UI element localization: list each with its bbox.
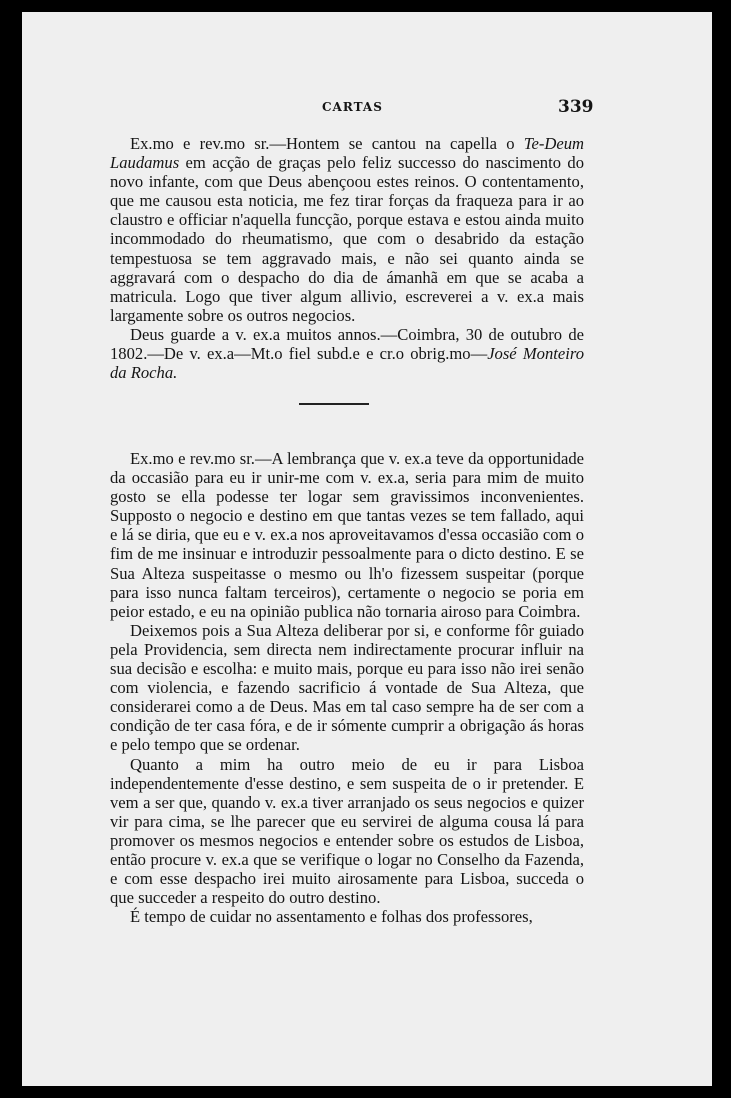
letter-two-paragraph: Quanto a mim ha outro meio de eu ir para Lisboa independentemente d'esse destino, e sem suspeita de o ir pretender. E vem a ser que, quando v. ex.a tiver arranjado os seus negocios e quizer vir para cima, se lhe parecer que eu servirei de alguma cousa lá para promover os mesmos negocios e entender sobre os estudos de Lisboa, então procure v. ex.a que se verifique o logar no Conselho da Fazenda, e com esse despacho irei muito airosamente para Lisboa, succeda o que succeder a respeito do outro destino. xyxy=(110,754,584,908)
letter-two xyxy=(110,449,584,926)
letter-two-paragraph: Ex.mo e rev.mo sr.—A lembrança que v. ex.a teve da opportunidade da occasião para eu ir unir-me com v. ex.a, seria para mim de muito gosto se ella podesse ter logar sem gravissimos inconvenientes. Supposto o negocio e destino em que tantas vezes se tem fallado, aqui e lá se diria, que eu e v. ex.a nos aproveitavamos d'essa occasião com o fim de me insinuar e introduzir pessoalmente para o dicto destino. E se Sua Alteza suspeitasse o mesmo ou lh'o fizessem suspeitar (porque para isso nunca faltam terceiros), certamente o negocio se poria em peior estado, e eu na opinião publica não tornaria airoso para Coimbra. xyxy=(110,449,584,621)
letter-two-paragraph: Deixemos pois a Sua Alteza deliberar por si, e conforme fôr guiado pela Providencia, sem directa nem indirectamente procurar influir na sua decisão e escolha: e muito mais, porque eu para isso não irei senão com violencia, e fazendo sacrificio á vontade de Sua Alteza, que considerarei como a de Deus. Mas em tal caso sempre ha de ser com a condição de ter casa fóra, e de ir sómente cumprir a obrigação ás horas e pelo tempo que se ordenar. xyxy=(110,620,584,755)
letter-one-paragraph xyxy=(110,134,584,325)
hymn-title: Te-Deum Laudamus xyxy=(110,134,584,173)
running-title: CARTAS xyxy=(322,100,383,114)
letter-two-paragraph: É tempo de cuidar no assentamento e folhas dos professores, xyxy=(130,907,533,927)
book-page xyxy=(22,12,712,1086)
letter-one-signature: José Monteiro da Rocha. xyxy=(110,344,584,383)
page-number: 339 xyxy=(558,97,594,117)
letter-one-closing: Deus guarde a v. ex.a muitos annos.—Coimbra, 30 de outubro de 1802.—De v. ex.a—Mt.o fiel subd.e e cr.o obrig.mo— xyxy=(110,324,584,364)
page-header xyxy=(22,97,712,122)
letter-one xyxy=(110,134,584,382)
section-divider xyxy=(299,403,369,405)
letter-one-salutation: Ex.mo e rev.mo sr.—Hontem se cantou na capella o xyxy=(130,134,524,153)
letter-one-closing-paragraph xyxy=(110,325,584,382)
letter-one-body: em acção de graças pelo feliz successo do nascimento do novo infante, com que Deus abençoou estes reinos. O contentamento, que me causou esta noticia, me fez tirar forças da fraqueza para ir ao claustro e officiar n'aquella funcção, porque estava e estou ainda muito incommodado do rheumatismo, que com o desabrido da estação tempestuosa se tem aggravado mais, e não sei quanto ainda se aggravará com o despacho do dia de ámanhã em que se acaba a matricula. Logo que tiver algum allivio, escreverei a v. ex.a mais largamente sobre os outros negocios. xyxy=(110,153,584,325)
